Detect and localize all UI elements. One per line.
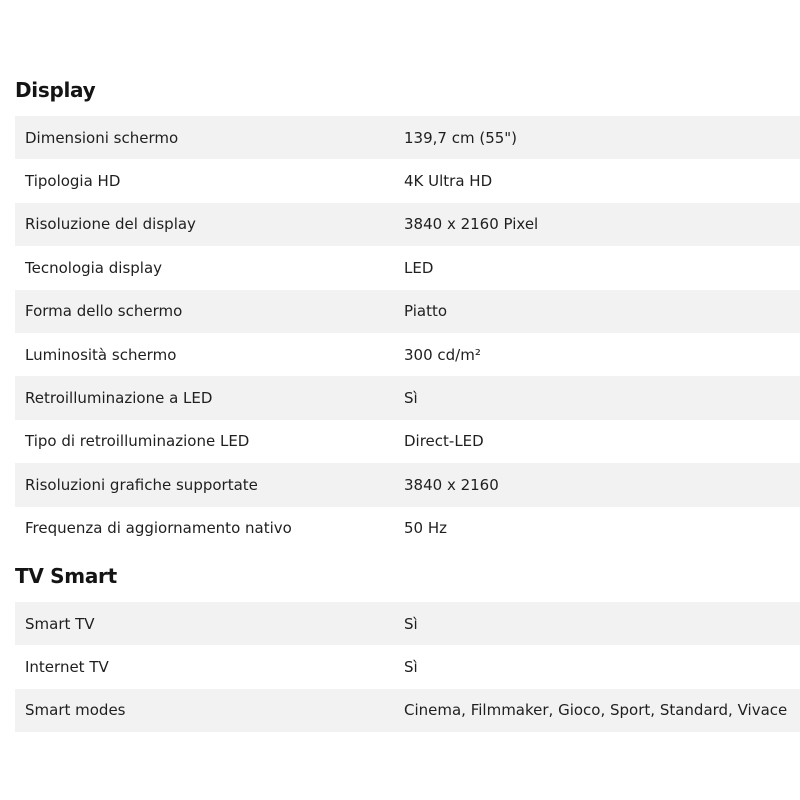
- spec-label: Risoluzione del display: [25, 215, 196, 234]
- spec-value: 3840 x 2160 Pixel: [404, 215, 539, 234]
- spec-label: Risoluzioni grafiche supportate: [25, 475, 258, 494]
- spec-row: [15, 246, 800, 289]
- spec-label: Smart TV: [25, 614, 95, 633]
- spec-row: [15, 159, 800, 202]
- spec-row: [15, 507, 800, 550]
- spec-value: 4K Ultra HD: [404, 172, 493, 191]
- section-title-display: Display: [15, 78, 96, 102]
- section-title-tv-smart: TV Smart: [15, 564, 117, 588]
- spec-value: 3840 x 2160: [404, 475, 499, 494]
- spec-value: Cinema, Filmmaker, Gioco, Sport, Standard, Vivace: [404, 701, 788, 720]
- spec-row: [15, 290, 800, 333]
- spec-table-tv-smart: [15, 602, 800, 732]
- spec-value: Piatto: [404, 302, 448, 321]
- spec-row: [15, 463, 800, 506]
- spec-label: Dimensioni schermo: [25, 128, 179, 147]
- spec-label: Forma dello schermo: [25, 302, 183, 321]
- spec-label: Smart modes: [25, 701, 126, 720]
- spec-label: Internet TV: [25, 658, 109, 677]
- spec-row: [15, 376, 800, 419]
- spec-value: 139,7 cm (55"): [404, 128, 518, 147]
- spec-value: LED: [404, 258, 434, 277]
- spec-label: Tipo di retroilluminazione LED: [25, 432, 250, 451]
- spec-row: [15, 602, 800, 645]
- spec-row: [15, 645, 800, 688]
- spec-label: Frequenza di aggiornamento nativo: [25, 519, 292, 538]
- spec-label: Tipologia HD: [25, 172, 121, 191]
- spec-row: [15, 420, 800, 463]
- spec-row: [15, 116, 800, 159]
- spec-table-display: [15, 116, 800, 550]
- spec-label: Tecnologia display: [25, 258, 163, 277]
- spec-value: Sì: [404, 389, 418, 408]
- spec-label: Luminosità schermo: [25, 345, 177, 364]
- spec-row: [15, 333, 800, 376]
- spec-value: Direct-LED: [404, 432, 484, 451]
- spec-value: Sì: [404, 614, 418, 633]
- spec-value: 50 Hz: [404, 519, 448, 538]
- spec-value: 300 cd/m²: [404, 345, 481, 364]
- spec-label: Retroilluminazione a LED: [25, 389, 213, 408]
- spec-value: Sì: [404, 658, 418, 677]
- spec-row: [15, 689, 800, 732]
- spec-row: [15, 203, 800, 246]
